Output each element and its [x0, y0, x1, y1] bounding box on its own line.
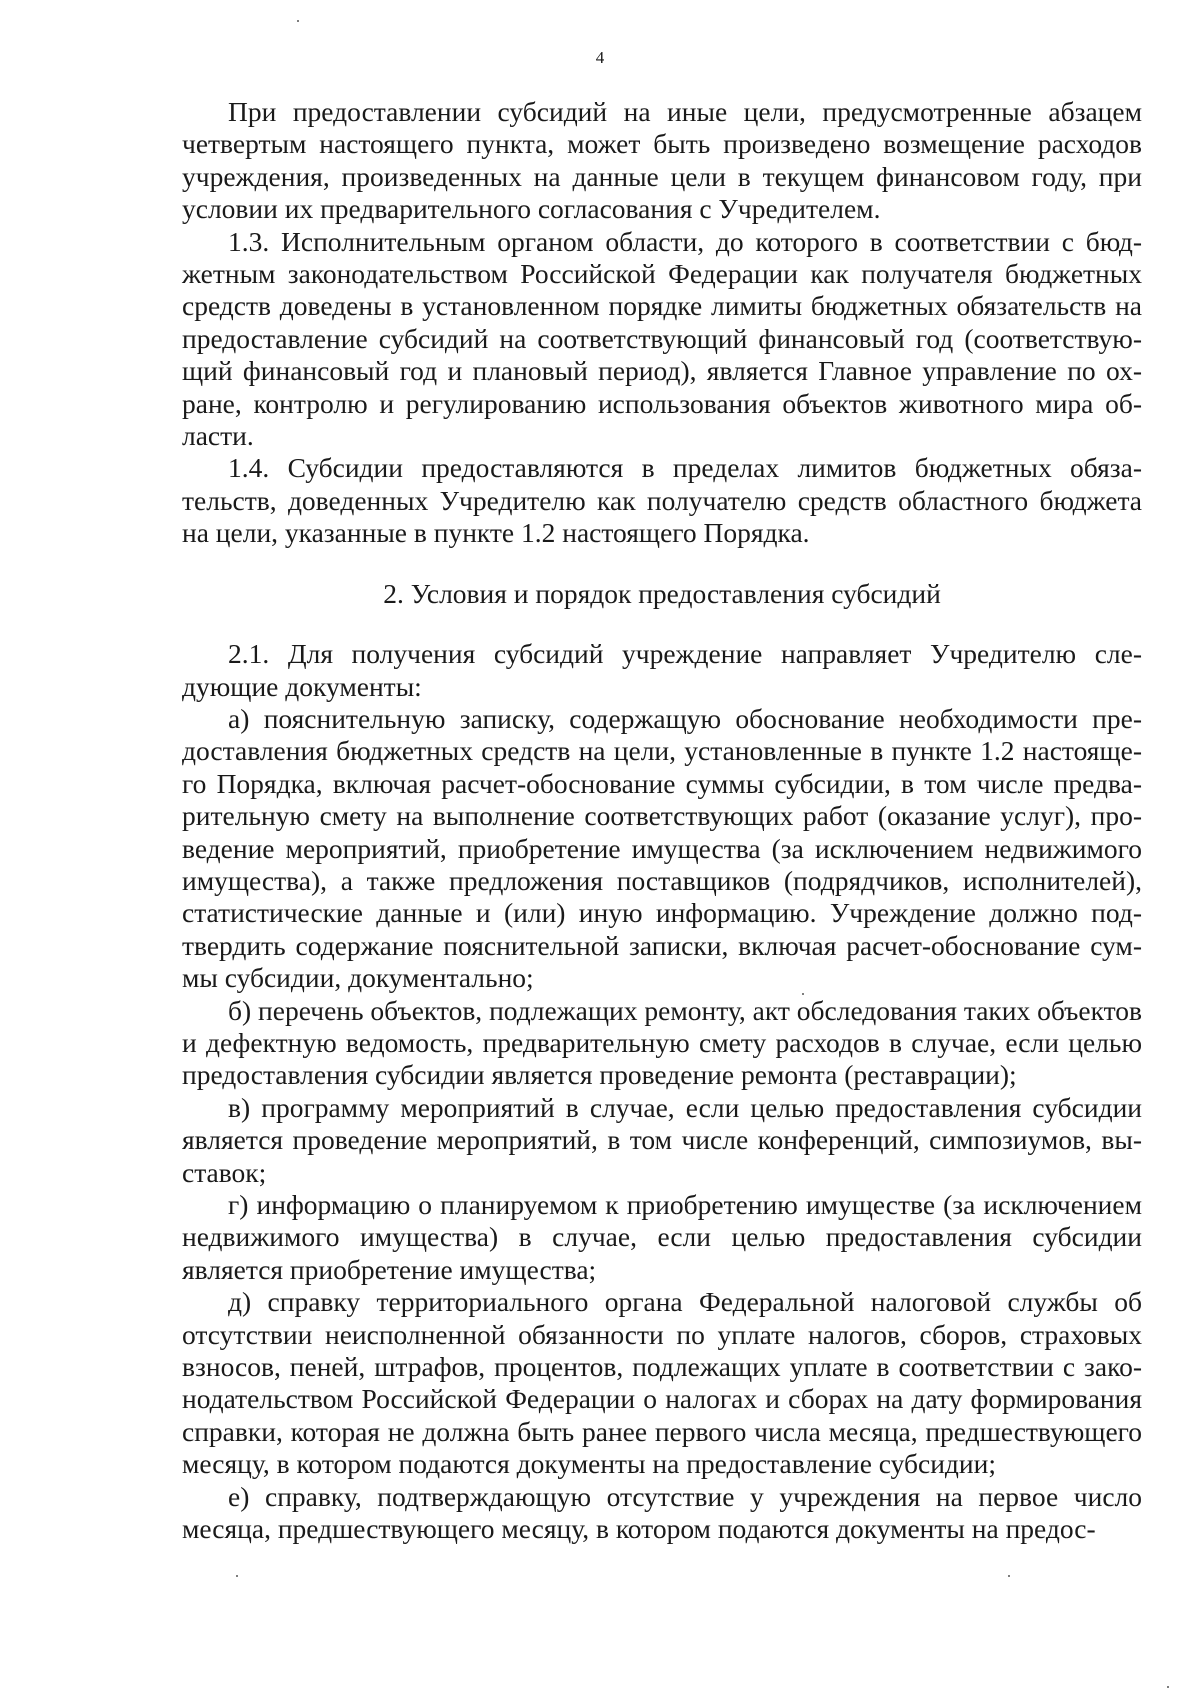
paragraph-item-v: в) программу мероприятий в случае, если целью предоставления субсидии является проведение мероприятий, в том числе конференций, симпозиумов, выставок; — [182, 1091, 1142, 1188]
page-number: 4 — [595, 48, 605, 67]
paragraph-item-d: д) справку территориального органа Федеральной налоговой службы об отсутствии неисполненной обязанности по уплате налогов, сборов, страховых взносов, пеней, штрафов, процентов, подлежащих уплате в соответствии с законодательством Российской Федерации о налогах и сборах на дату формирования справки, которая не должна быть ранее первого числа месяца, предшествующего месяцу, в котором подаются документы на предоставление субсидии; — [182, 1286, 1142, 1480]
paragraph-reimbursement: При предоставлении субсидий на иные цели, предусмотренные абзацем четвертым настоящего пункта, может быть произведено возмещение расходов учреждения, произведенных на данные цели в текущем финансовом году, при условии их предварительного согласования с Учредителем. — [182, 96, 1142, 225]
scan-speck — [1008, 1575, 1010, 1577]
paragraph-item-b: б) перечень объектов, подлежащих ремонту, акт обследования таких объектов и дефектную ведомость, предварительную смету расходов в случае, если целью предоставления субсидии является проведение ремонта (реставрации); — [182, 994, 1142, 1091]
paragraph-1-4: 1.4. Субсидии предоставляются в пределах лимитов бюджетных обязательств, доведенных Учредителю как получателю средств областного бюджета на цели, указанные в пункте 1.2 настоящего Порядка. — [182, 452, 1142, 549]
section-heading: 2. Условия и порядок предоставления субсидий — [383, 577, 941, 609]
paragraph-1-3: 1.3. Исполнительным органом области, до которого в соответствии с бюджетным законодательством Российской Федерации как получателя бюджетных средств доведены в установленном порядке лимиты бюджетных обязательств на предоставление субсидий на соответствующий финансовый год (соответствующий финансовый год и плановый период), является Главное управление по охране, контролю и регулированию использования объектов животного мира области. — [182, 225, 1142, 452]
document-body — [182, 96, 1142, 1545]
paragraph-item-e: е) справку, подтверждающую отсутствие у учреждения на первое число месяца, предшествующего месяцу, в котором подаются документы на предос- — [182, 1480, 1142, 1545]
paragraph-2-1: 2.1. Для получения субсидий учреждение направляет Учредителю следующие документы: — [182, 638, 1142, 702]
scan-speck — [297, 20, 299, 22]
paragraph-item-a: а) пояснительную записку, содержащую обоснование необходимости предоставления бюджетных средств на цели, установленные в пункте 1.2 настоящего Порядка, включая расчет-обоснование суммы субсидии, в том числе предварительную смету на выполнение соответствующих работ (оказание услуг), проведение мероприятий, приобретение имущества (за исключением недвижимого имущества), а также предложения поставщиков (подрядчиков, исполнителей), статистические данные и (или) иную информацию. Учреждение должно подтвердить содержание пояснительной записки, включая расчет-обоснование суммы субсидии, документально; — [182, 702, 1142, 994]
scan-speck — [236, 1575, 238, 1577]
paragraph-item-g: г) информацию о планируемом к приобретению имуществе (за исключением недвижимого имущества) в случае, если целью предоставления субсидии является приобретение имущества; — [182, 1189, 1142, 1285]
scan-speck — [802, 993, 804, 995]
scan-speck — [1167, 1686, 1169, 1688]
